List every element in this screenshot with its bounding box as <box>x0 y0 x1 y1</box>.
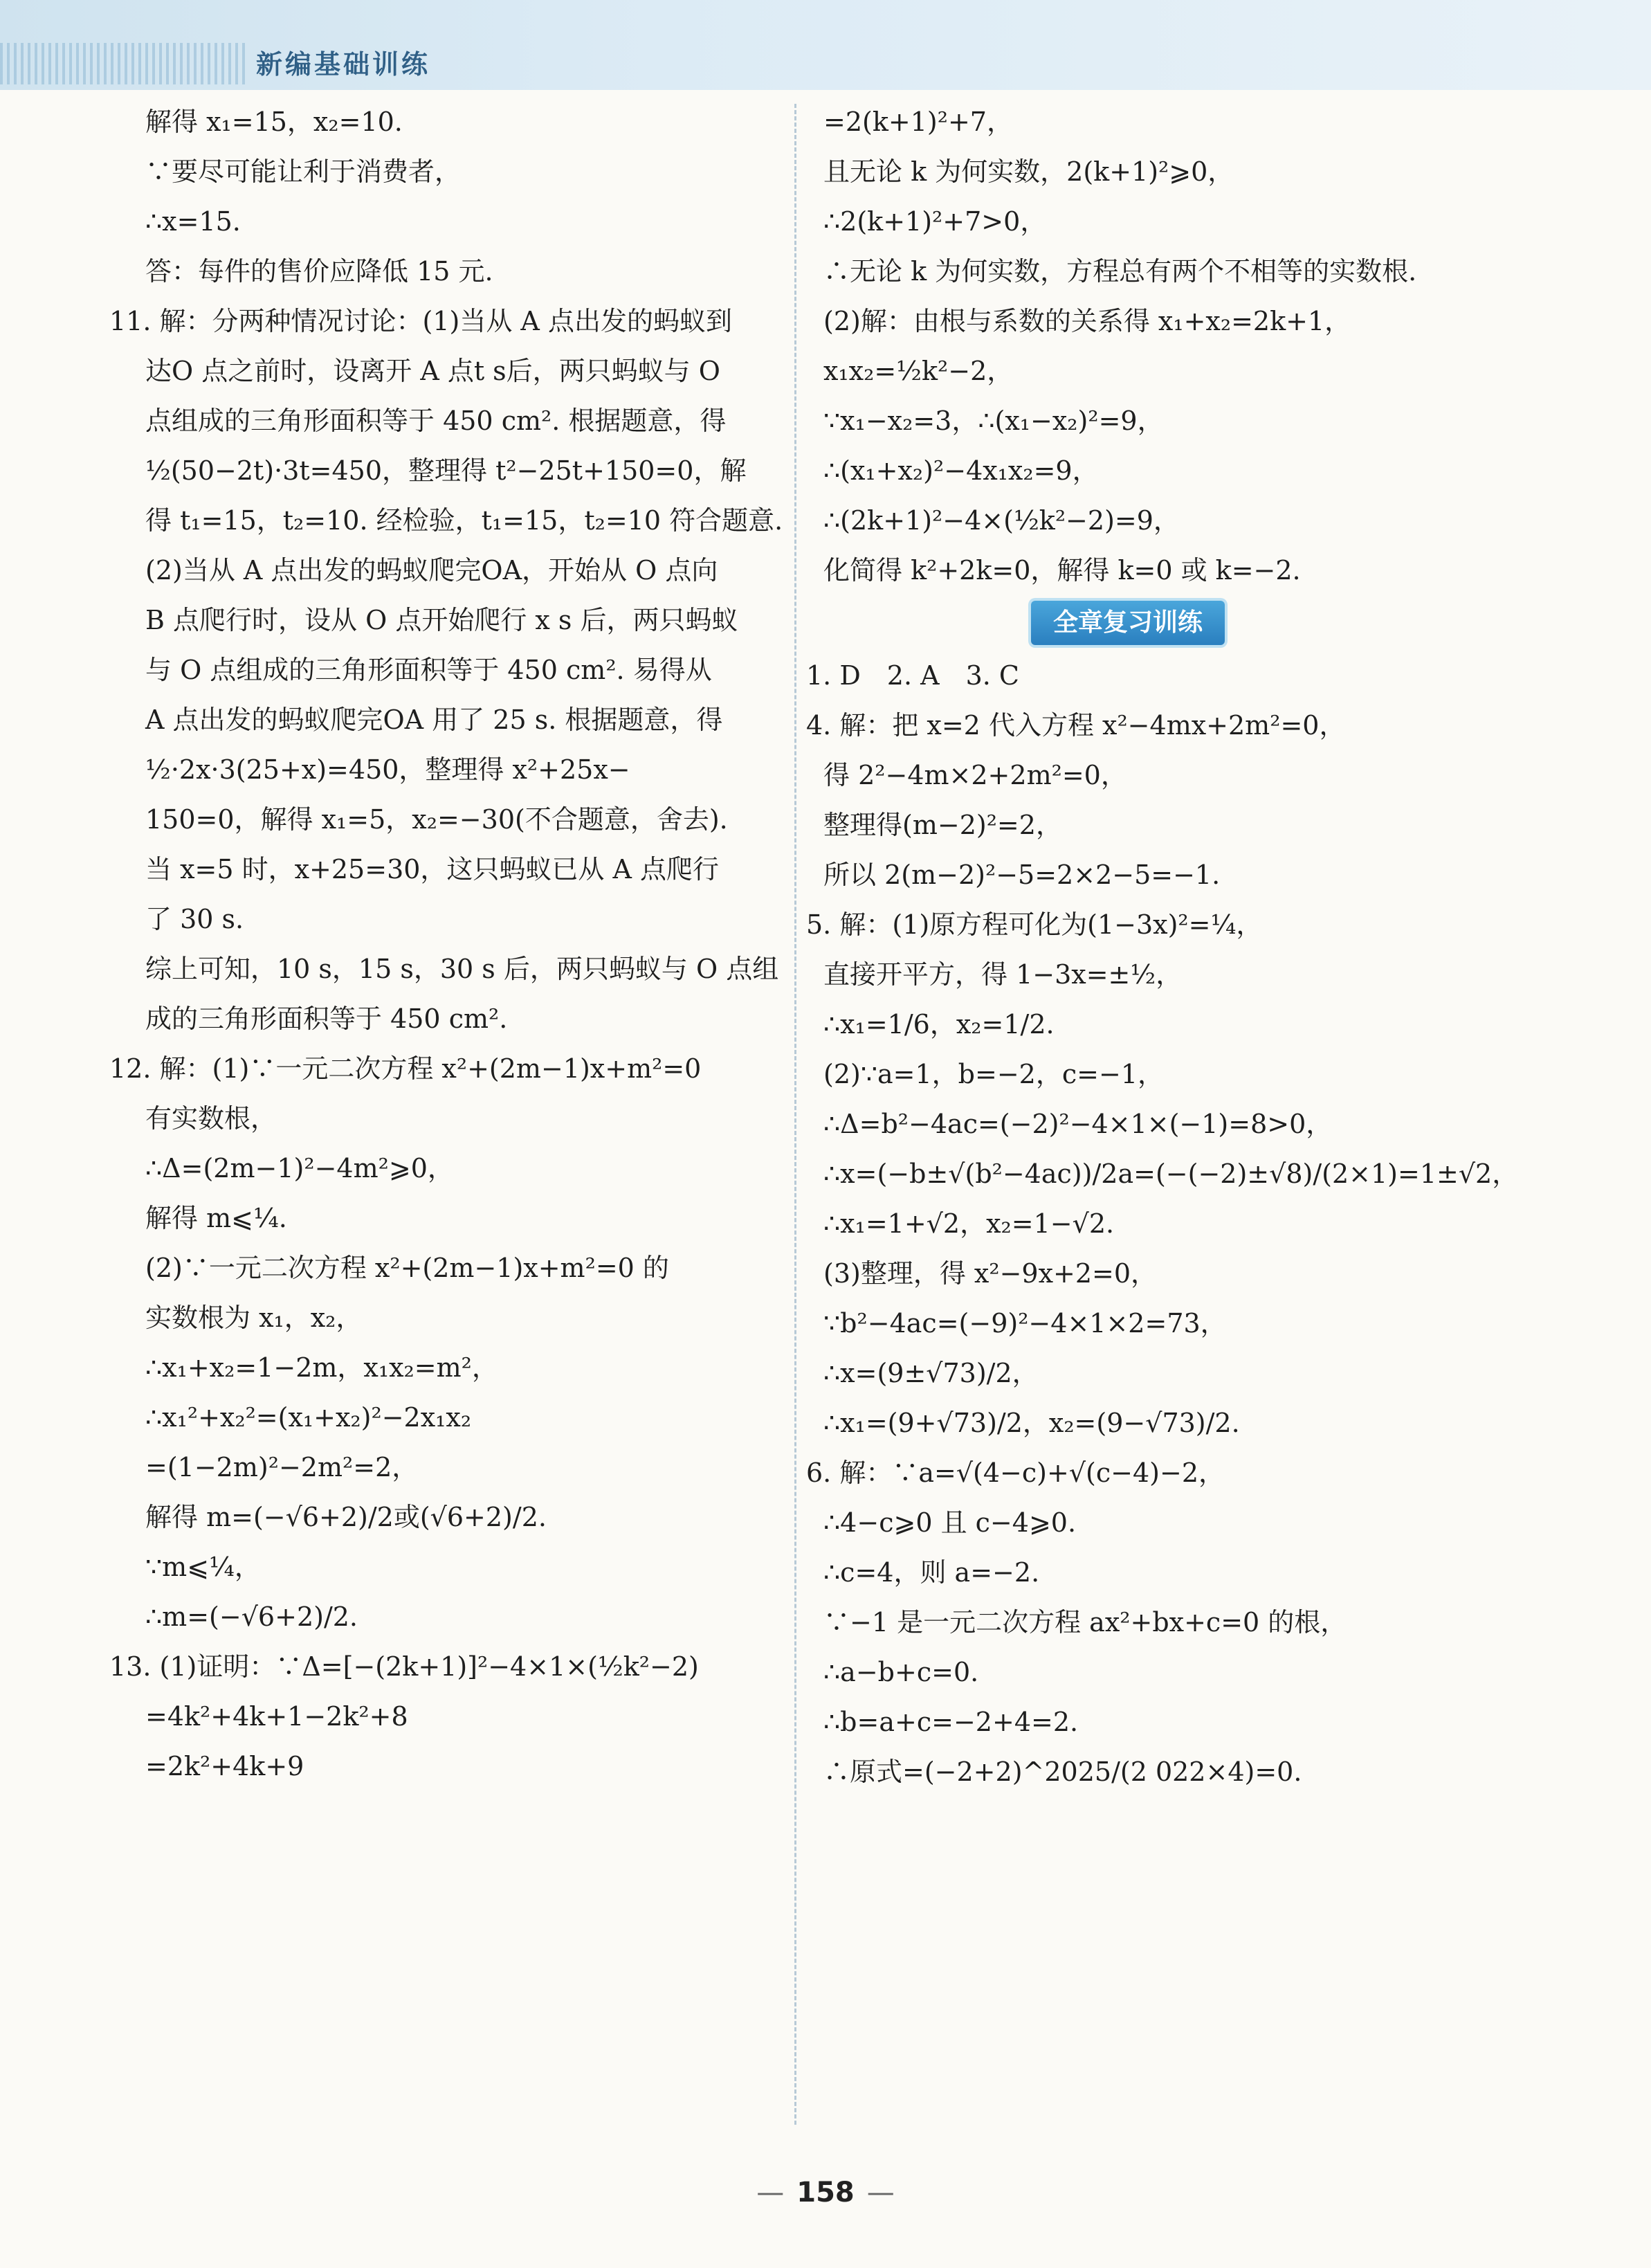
text-line: 综上可知，10 s，15 s，30 s 后，两只蚂蚁与 O 点组 <box>145 954 779 984</box>
text-line: 达O 点之前时，设离开 A 点t s后，两只蚂蚁与 O <box>145 356 720 386</box>
problem-5-heading: 5. 解：(1)原方程可化为(1−3x)²=¼， <box>806 909 1263 940</box>
section-title-chapter-review: 全章复习训练 <box>1031 601 1225 645</box>
formula-line: ∴x=(−b±√(b²−4ac))/2a=(−(−2)±√8)/(2×1)=1±√2， <box>823 1159 1519 1189</box>
problem-13-heading: 13. (1)证明：∵Δ=[−(2k+1)]²−4×1×(½k²−2) <box>109 1651 699 1682</box>
formula-line: =4k²+4k+1−2k²+8 <box>145 1701 408 1732</box>
formula-line: ∴b=a+c=−2+4=2. <box>823 1707 1079 1737</box>
text-line: 实数根为 x₁，x₂， <box>145 1303 363 1333</box>
formula-line: ∴m=(−√6+2)/2. <box>145 1602 358 1632</box>
text-line: A 点出发的蚂蚁爬完OA 用了 25 s. 根据题意，得 <box>145 705 723 735</box>
formula-line: =2(k+1)²+7， <box>823 107 1013 137</box>
text-line: ∵要尽可能让利于消费者， <box>145 156 462 187</box>
formula-line: ∴a−b+c=0. <box>823 1657 979 1687</box>
formula-line: ∴Δ=b²−4ac=(−2)²−4×1×(−1)=8>0， <box>823 1109 1333 1139</box>
text-line: ∴x=15. <box>145 206 241 237</box>
left-column <box>109 104 783 1784</box>
formula-line: ∴c=4，则 a=−2. <box>823 1557 1040 1588</box>
header-stripe-decoration <box>0 43 249 84</box>
page-number <box>0 2177 1651 2208</box>
text-line: ∵−1 是一元二次方程 ax²+bx+c=0 的根， <box>823 1607 1347 1638</box>
text-line: ∴无论 k 为何实数，方程总有两个不相等的实数根. <box>823 256 1417 287</box>
formula-line: 直接开平方，得 1−3x=±½， <box>823 959 1183 990</box>
answers-1-3: 1. D 2. A 3. C <box>806 660 1019 691</box>
problem-4-heading: 4. 解：把 x=2 代入方程 x²−4mx+2m²=0， <box>806 710 1346 741</box>
formula-line: ∴4−c⩾0 且 c−4⩾0. <box>823 1507 1077 1538</box>
formula-line: ½(50−2t)·3t=450，整理得 t²−25t+150=0，解 <box>145 455 747 486</box>
problem-11-heading: 11. 解：分两种情况讨论：(1)当从 A 点出发的蚂蚁到 <box>109 306 732 336</box>
problem-12-heading: 12. 解：(1)∵一元二次方程 x²+(2m−1)x+m²=0 <box>109 1053 702 1084</box>
text-line: 了 30 s. <box>145 904 244 934</box>
book-title: 新编基础训练 <box>256 49 431 80</box>
formula-line: (3)整理，得 x²−9x+2=0， <box>823 1258 1158 1289</box>
text-line: 得 t₁=15，t₂=10. 经检验，t₁=15，t₂=10 符合题意. <box>145 505 783 536</box>
page-number-value: 158 <box>796 2177 855 2208</box>
formula-line: 得 2²−4m×2+2m²=0， <box>823 760 1127 790</box>
formula-line: ∴(x₁+x₂)²−4x₁x₂=9， <box>823 455 1099 486</box>
formula-line: =(1−2m)²−2m²=2， <box>145 1452 419 1482</box>
page-number-dash-right: — <box>866 2177 895 2208</box>
page-header-band <box>0 0 1651 90</box>
formula-line: (2)∵a=1，b=−2，c=−1， <box>823 1059 1164 1089</box>
text-line: (2)解：由根与系数的关系得 x₁+x₂=2k+1， <box>823 306 1351 336</box>
formula-line: 解得 m⩽¼. <box>145 1203 287 1233</box>
formula-line: ∴x₁=1+√2，x₂=1−√2. <box>823 1208 1115 1239</box>
answer-line: 答：每件的售价应降低 15 元. <box>145 256 493 287</box>
formula-line: =2k²+4k+9 <box>145 1751 304 1781</box>
formula-line: ∵b²−4ac=(−9)²−4×1×2=73， <box>823 1308 1227 1339</box>
text-line: (2)当从 A 点出发的蚂蚁爬完OA，开始从 O 点向 <box>145 555 718 586</box>
problem-6-heading: 6. 解：∵a=√(4−c)+√(c−4)−2， <box>806 1458 1225 1488</box>
formula-line: ∴x₁=(9+√73)/2，x₂=(9−√73)/2. <box>823 1408 1240 1438</box>
text-line: B 点爬行时，设从 O 点开始爬行 x s 后，两只蚂蚁 <box>145 605 738 635</box>
right-column <box>806 104 1519 1790</box>
page-number-dash-left: — <box>756 2177 785 2208</box>
formula-line: ∴原式=(−2+2)^2025/(2 022×4)=0. <box>823 1757 1302 1787</box>
formula-line: ∴x₁²+x₂²=(x₁+x₂)²−2x₁x₂ <box>145 1402 472 1433</box>
formula-line: ½·2x·3(25+x)=450，整理得 x²+25x− <box>145 754 630 785</box>
text-line: (2)∵一元二次方程 x²+(2m−1)x+m²=0 的 <box>145 1253 669 1283</box>
formula-line: 整理得(m−2)²=2， <box>823 810 1062 840</box>
formula-line: ∴(2k+1)²−4×(½k²−2)=9， <box>823 505 1180 536</box>
formula-line: ∵m⩽¼， <box>145 1552 261 1582</box>
formula-line: ∵x₁−x₂=3，∴(x₁−x₂)²=9， <box>823 406 1164 436</box>
formula-line: 解得 m=(−√6+2)/2或(√6+2)/2. <box>145 1502 547 1532</box>
text-line: 150=0，解得 x₁=5，x₂=−30(不合题意，舍去). <box>145 804 728 835</box>
formula-line: ∴x=(9±√73)/2， <box>823 1358 1039 1388</box>
text-line: 解得 x₁=15，x₂=10. <box>145 107 403 137</box>
text-line: 当 x=5 时，x+25=30，这只蚂蚁已从 A 点爬行 <box>145 854 720 884</box>
formula-line: x₁x₂=½k²−2， <box>823 356 1014 386</box>
text-line: 化简得 k²+2k=0，解得 k=0 或 k=−2. <box>823 555 1301 586</box>
column-divider <box>794 104 796 2125</box>
formula-line: ∴x₁=1/6，x₂=1/2. <box>823 1009 1055 1040</box>
text-line: 有实数根， <box>145 1103 277 1134</box>
text-line: 且无论 k 为何实数，2(k+1)²⩾0， <box>823 156 1234 187</box>
formula-line: ∴x₁+x₂=1−2m，x₁x₂=m²， <box>145 1352 498 1383</box>
text-line: 成的三角形面积等于 450 cm². <box>145 1004 508 1034</box>
text-line: 点组成的三角形面积等于 450 cm². 根据题意，得 <box>145 406 727 436</box>
formula-line: ∴Δ=(2m−1)²−4m²⩾0， <box>145 1153 454 1183</box>
text-line: 与 O 点组成的三角形面积等于 450 cm². 易得从 <box>145 655 712 685</box>
formula-line: 所以 2(m−2)²−5=2×2−5=−1. <box>823 860 1221 890</box>
formula-line: ∴2(k+1)²+7>0， <box>823 206 1047 237</box>
